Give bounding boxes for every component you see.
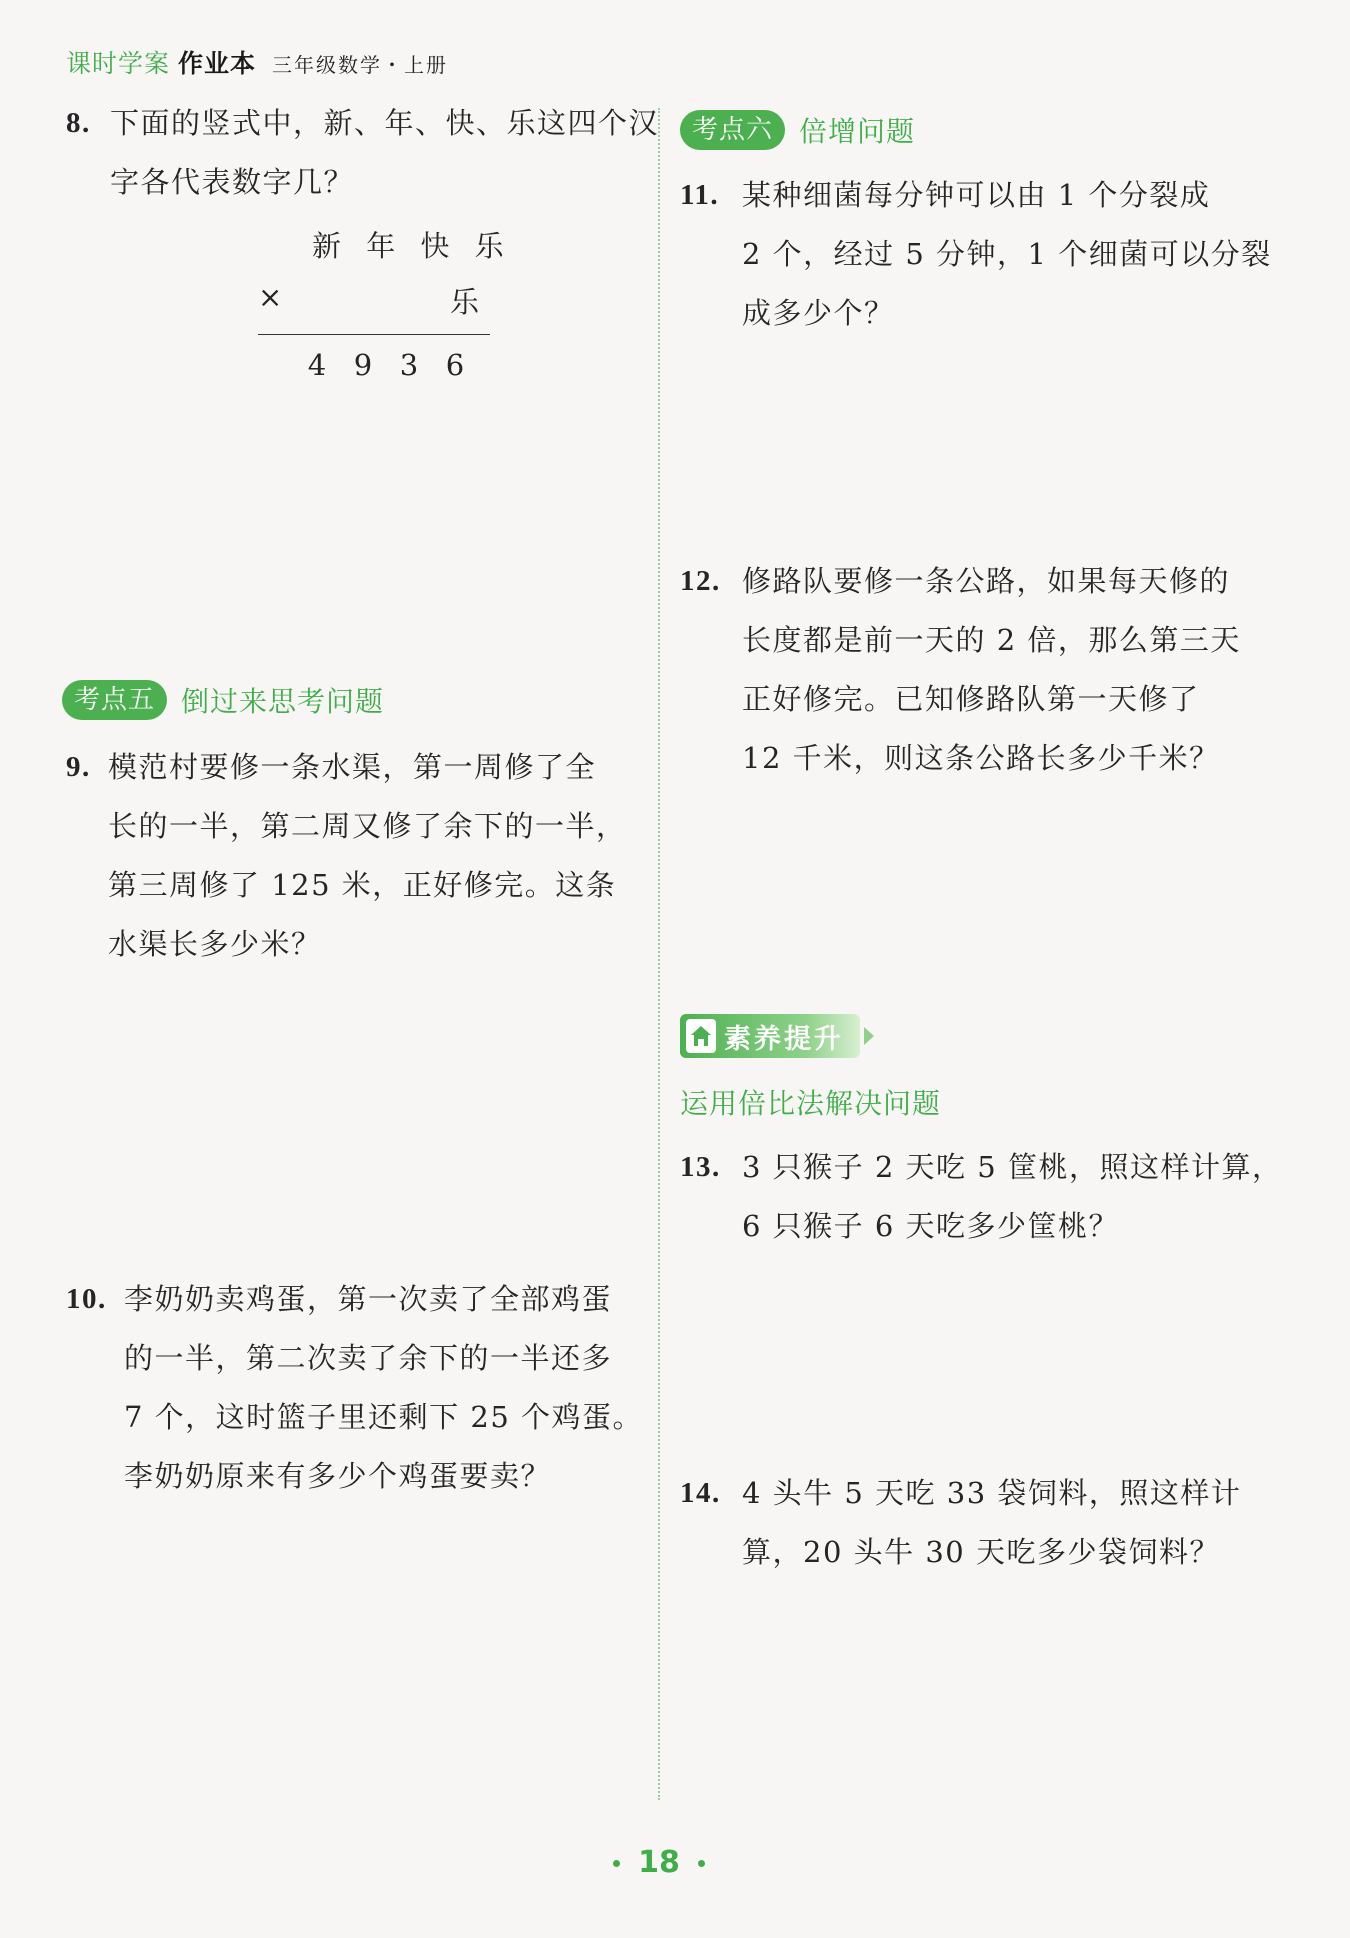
question-text-line: 某种细菌每分钟可以由 1 个分裂成 [742,178,1211,212]
question-text-line: 长度都是前一天的 2 倍，那么第三天 [742,623,1241,657]
dot-icon [613,1860,620,1867]
product-digit: 4 [307,348,327,382]
section-tag-label: 考点六 [680,110,785,150]
question-number: 11. [680,179,720,211]
page-header [66,44,448,84]
page-number-value: 18 [638,1845,680,1880]
section-tag-6 [680,110,915,150]
skill-boost-label: 素养提升 [724,1023,844,1055]
column-divider [658,108,660,1800]
question-text-line: 算，20 头牛 30 天吃多少袋饲料？ [742,1535,1220,1569]
question-11 [680,166,1280,343]
question-text-line: 水渠长多少米？ [108,927,322,961]
question-text-line: 李奶奶卖鸡蛋，第一次卖了全部鸡蛋 [124,1282,613,1316]
brand-name: 课时学案 [66,49,171,78]
question-text-line: 成多少个？ [742,296,895,330]
question-text-line: 李奶奶原来有多少个鸡蛋要卖？ [124,1459,552,1493]
product-digit: 9 [353,348,373,382]
question-text-line: 正好修完。已知修路队第一天修了 [742,682,1200,716]
book-subtitle: 三年级数学・上册 [272,53,449,77]
question-number: 12. [680,565,721,597]
house-icon [686,1019,716,1053]
method-subtitle: 运用倍比法解决问题 [680,1087,942,1120]
question-text-line: 下面的竖式中，新、年、快、乐这四个汉 [110,106,660,140]
question-number: 14. [680,1477,721,1509]
skill-boost-box [680,1014,860,1058]
question-text-line: 的一半，第二次卖了余下的一半还多 [124,1341,613,1375]
question-text-line: 3 只猴子 2 天吃 5 筐桃，照这样计算， [742,1150,1283,1184]
section-title: 倒过来思考问题 [181,685,385,718]
question-8 [66,94,660,212]
brand-book-type: 作业本 [178,49,257,78]
question-text-line: 模范村要修一条水渠，第一周修了全 [108,750,597,784]
question-text-line: 4 头牛 5 天吃 33 袋饲料，照这样计 [742,1476,1242,1510]
calc-product [294,348,478,382]
question-13 [680,1138,1283,1256]
question-12 [680,552,1280,788]
skill-boost-badge [680,1014,874,1058]
dot-icon [698,1860,705,1867]
question-number: 9. [66,751,91,783]
product-digit: 6 [445,348,465,382]
question-9 [66,738,646,974]
question-number: 13. [680,1151,721,1183]
question-text-line: 7 个，这时篮子里还剩下 25 个鸡蛋。 [124,1400,644,1434]
section-title: 倍增问题 [799,115,916,148]
question-text-line: 6 只猴子 6 天吃多少筐桃？ [742,1209,1120,1243]
product-digit: 3 [399,348,419,382]
calc-multiplier: 乐 [450,285,488,319]
question-text-line: 第三周修了 125 米，正好修完。这条 [108,868,617,902]
question-14 [680,1464,1280,1582]
section-tag-label: 考点五 [62,680,167,720]
question-number: 10. [66,1283,107,1315]
section-tag-5 [62,680,384,720]
calc-multiplicand: 新 年 快 乐 [312,229,512,263]
question-text-line: 12 千米，则这条公路长多少千米？ [742,741,1220,775]
page-number [0,1845,1318,1880]
calc-underline [258,334,490,335]
multiply-sign-icon: × [258,280,291,314]
question-text-line: 修路队要修一条公路，如果每天修的 [742,564,1231,598]
question-number: 8. [66,107,91,139]
arrow-right-icon [864,1027,874,1045]
question-10 [66,1270,646,1506]
question-text-line: 长的一半，第二周又修了余下的一半， [108,809,627,843]
question-text-line: 字各代表数字几？ [110,165,355,199]
question-text-line: 2 个，经过 5 分钟，1 个细菌可以分裂 [742,237,1272,271]
